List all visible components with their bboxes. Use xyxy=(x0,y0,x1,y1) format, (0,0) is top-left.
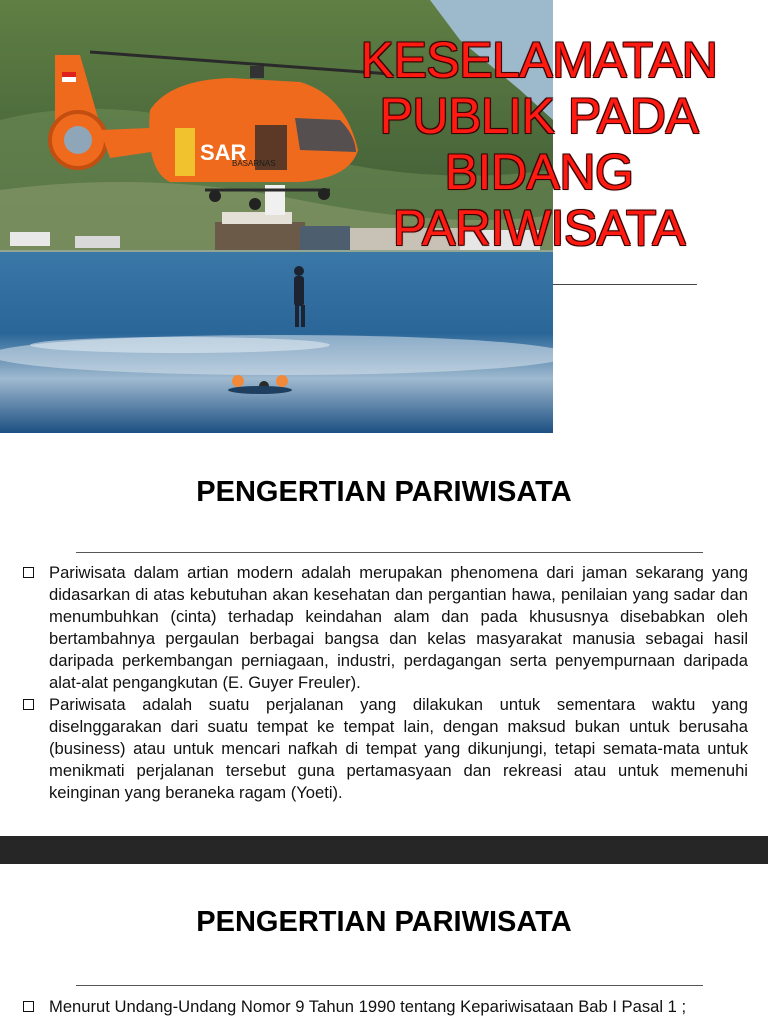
cover-title-line: BIDANG xyxy=(444,144,634,200)
bullet-item xyxy=(20,694,748,804)
bullet-list xyxy=(20,996,748,1018)
cover-slide xyxy=(0,0,768,450)
bullet-text: Pariwisata adalah suatu perjalanan yang dilakukan untuk sementara waktu yang diselnggarakan dari suatu tempat ke tempat lain, dengan maksud bukan untuk berusaha (business) atau untuk mencari nafkah di tempat yang dikunjungi, tetapi semata-mata untuk menikmati perjalanan tersebut guna pertamasyaan dan rekreasi atau untuk memenuhi keinginan yang beraneka ragam (Yoeti). xyxy=(49,695,748,802)
bullet-item xyxy=(20,562,748,694)
bullet-text: Menurut Undang-Undang Nomor 9 Tahun 1990 tentang Kepariwisataan Bab I Pasal 1 ; xyxy=(49,997,687,1016)
cover-title-line: PUBLIK PADA xyxy=(379,88,699,144)
checkbox-bullet-icon xyxy=(23,699,34,710)
bullet-text: Pariwisata dalam artian modern adalah merupakan phenomena dari jaman sekarang yang didasarkan di atas kebutuhan akan kesehatan dan pergantian hawa, penilaian yang sadar dan menumbuhkan (cinta) terhadap keindahan alam dan pada khususnya disebabkan oleh bertambahnya pergaulan berbagai bangsa dan kelas masyarakat manusia sebagai hasil daripada perkembangan perniagaan, industri, perdagangan serta penyempurnaan daripada alat-alat pengangkutan (E. Guyer Freuler). xyxy=(49,563,748,692)
heading-divider xyxy=(76,985,703,986)
slide-separator-bar xyxy=(0,836,768,864)
helicopter-sar-marking: SAR xyxy=(200,140,247,165)
cover-title xyxy=(336,32,742,256)
slide-heading: PENGERTIAN PARIWISATA xyxy=(196,906,572,938)
bullet-item xyxy=(20,996,748,1018)
checkbox-bullet-icon xyxy=(23,1001,34,1012)
cover-divider xyxy=(553,284,697,285)
definition-slide-1 xyxy=(0,450,768,836)
heading-divider xyxy=(76,552,703,553)
helicopter-agency-text: BASARNAS xyxy=(232,159,276,168)
checkbox-bullet-icon xyxy=(23,567,34,578)
slide-heading: PENGERTIAN PARIWISATA xyxy=(196,476,572,508)
cover-title-line: PARIWISATA xyxy=(392,200,686,256)
cover-title-line: KESELAMATAN xyxy=(360,32,718,88)
definition-slide-2 xyxy=(0,864,768,1024)
bullet-list xyxy=(20,562,748,804)
